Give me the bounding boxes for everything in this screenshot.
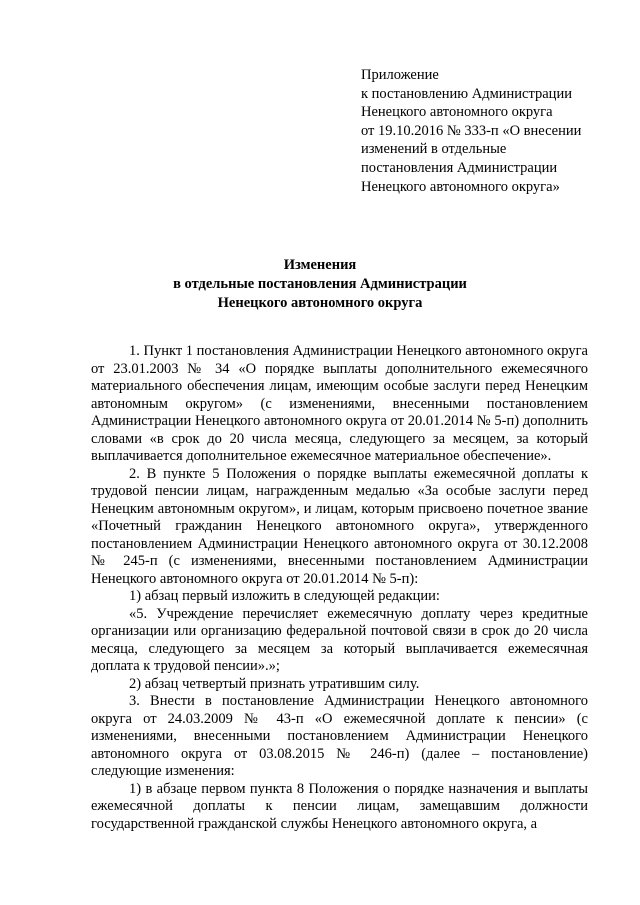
appendix-line: Приложение [361, 67, 439, 83]
appendix-line: Ненецкого автономного округа [361, 104, 553, 121]
paragraph: «5. Учреждение перечисляет ежемесячную доплату через кредитные организации или организацию федеральной почтовой связи в срок до 20 числа месяца, следующего за месяцем за который выплачивается ежемесячная доплата к трудовой пенсии».»; [91, 605, 588, 674]
appendix-line: к постановлению Администрации [361, 85, 572, 102]
appendix-header [361, 66, 611, 196]
paragraph: 2) абзац четвертый признать утратившим силу. [129, 675, 420, 692]
paragraph: 1) абзац первый изложить в следующей редакции: [129, 588, 440, 604]
appendix-line: от 19.10.2016 № 333-п «О внесении [361, 122, 582, 139]
appendix-line: изменений в отдельные [361, 141, 507, 158]
title-line: в отдельные постановления Администрации [173, 276, 467, 292]
title-line: Изменения [283, 257, 357, 273]
paragraph: 1. Пункт 1 постановления Администрации Ненецкого автономного округа от 23.01.2003 № 34 «О порядке выплаты дополнительного ежемесячного материального обеспечения лицам, имеющим особые заслуги перед Ненецким автономным округом» (с изменениями, внесенными постановлением Администрации Ненецкого автономного округа от 20.01.2014 № 5-п) дополнить словами «в срок до 20 числа месяца, следующего за месяцем, за который выплачивается дополнительное ежемесячное материальное обеспечение». [91, 343, 588, 464]
appendix-line: Ненецкого автономного округа» [361, 178, 560, 195]
paragraph: 1) в абзаце первом пункта 8 Положения о порядке назначения и выплаты ежемесячной доплаты к пенсии лицам, замещавшим должности государственной гражданской службы Ненецкого автономного округа, а [91, 780, 588, 832]
paragraph: 3. Внести в постановление Администрации Ненецкого автономного округа от 24.03.2009 № 43-п «О ежемесячной доплате к пенсии» (с изменениями, внесенными постановлением Администрации Ненецкого автономного округа от 03.08.2015 № 246-п) (далее – постановление) следующие изменения: [91, 693, 588, 779]
document-body [91, 343, 588, 833]
appendix-line: постановления Администрации [361, 159, 558, 176]
title-line: Ненецкого автономного округа [217, 295, 423, 311]
paragraph: 2. В пункте 5 Положения о порядке выплаты ежемесячной доплаты к трудовой пенсии лицам, награжденным медалью «За особые заслуги перед Ненецким автономным округом», и лицам, которым присвоено почетное звание «Почетный гражданин Ненецкого автономного округа», утвержденного постановлением Администрации Ненецкого автономного округа от 30.12.2008 № 245-п (с изменениями, внесенными постановлением Администрации Ненецкого автономного округа от 20.01.2014 № 5-п): [91, 465, 588, 587]
document-title [100, 256, 540, 313]
